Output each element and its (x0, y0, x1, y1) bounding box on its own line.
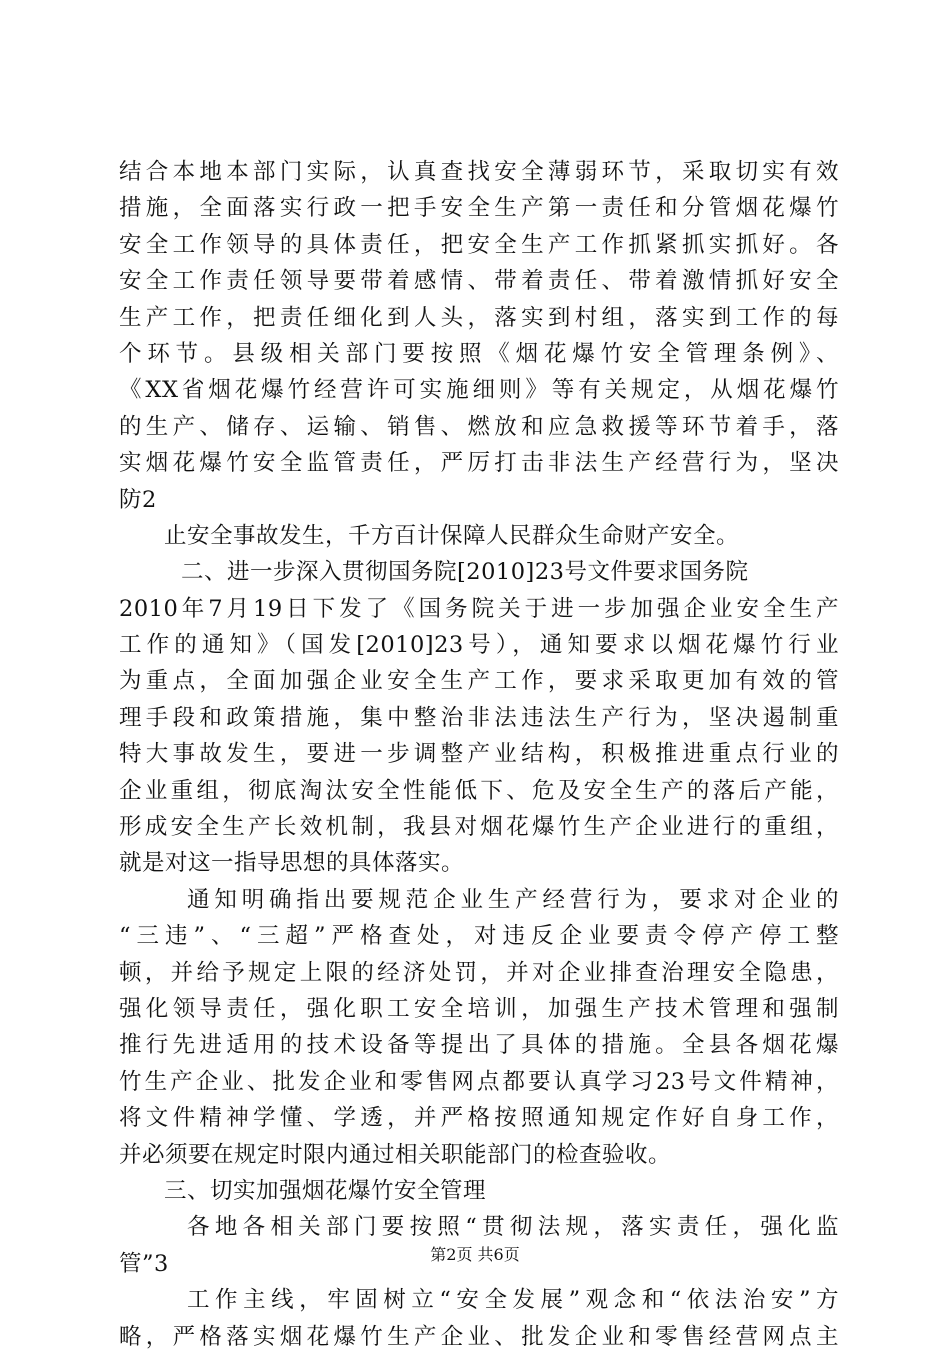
text-line: 生产工作，把责任细化到人头，落实到村组，落实到工作的每 (119, 304, 839, 331)
document-body (119, 154, 839, 1355)
text-line: 就是对这一指导思想的具体落实。 (119, 850, 465, 877)
text-line: 形成安全生产长效机制，我县对烟花爆竹生产企业进行的重组， (119, 814, 839, 841)
text-line: 工作主线，牢固树立“安全发展”观念和“依法治安”方 (187, 1287, 839, 1314)
text-line: 措施，全面落实行政一把手安全生产第一责任和分管烟花爆竹 (119, 195, 839, 222)
text-line: 止安全事故发生，千方百计保障人民群众生命财产安全。 (164, 522, 740, 549)
text-line: “三违”、“三超”严格查处，对违反企业要责令停产停工整 (119, 923, 839, 950)
text-line: 将文件精神学懂、学透，并严格按照通知规定作好自身工作， (119, 1105, 839, 1132)
text-line: 工作的通知》（国发[2010]23号），通知要求以烟花爆竹行业 (119, 632, 839, 659)
text-line: 为重点，全面加强企业安全生产工作，要求采取更加有效的管 (119, 668, 839, 695)
text-line: 个环节。县级相关部门要按照《烟花爆竹安全管理条例》、 (119, 340, 839, 367)
text-line: 通知明确指出要规范企业生产经营行为，要求对企业的 (187, 886, 839, 913)
text-line: 2010年7月19日下发了《国务院关于进一步加强企业安全生产 (119, 595, 839, 622)
text-line: 顿，并给予规定上限的经济处罚，并对企业排查治理安全隐患， (119, 959, 839, 986)
text-line: 安全工作领导的具体责任，把安全生产工作抓紧抓实抓好。各 (119, 231, 839, 258)
text-line: 管”3 (119, 1250, 169, 1277)
text-line: 安全工作责任领导要带着感情、带着责任、带着激情抓好安全 (119, 268, 839, 295)
text-line: 《XX省烟花爆竹经营许可实施细则》等有关规定，从烟花爆竹 (119, 377, 839, 404)
page-number-footer: 第2页 共6页 (430, 1245, 520, 1264)
section-heading: 二、进一步深入贯彻国务院[2010]23号文件要求国务院 (181, 559, 749, 586)
text-line: 竹生产企业、批发企业和零售网点都要认真学习23号文件精神， (119, 1068, 839, 1095)
text-line: 强化领导责任，强化职工安全培训，加强生产技术管理和强制 (119, 995, 839, 1022)
text-line: 的生产、储存、运输、销售、燃放和应急救援等环节着手，落 (119, 413, 839, 440)
text-line: 推行先进适用的技术设备等提出了具体的措施。全县各烟花爆 (119, 1032, 839, 1059)
text-line: 结合本地本部门实际，认真查找安全薄弱环节，采取切实有效 (119, 159, 839, 185)
text-line: 理手段和政策措施，集中整治非法违法生产行为，坚决遏制重 (119, 704, 839, 731)
text-line: 并必须要在规定时限内通过相关职能部门的检查验收。 (119, 1141, 672, 1168)
text-line: 特大事故发生，要进一步调整产业结构，积极推进重点行业的 (119, 741, 839, 768)
text-line: 略，严格落实烟花爆竹生产企业、批发企业和零售经营网点主 (119, 1323, 839, 1350)
text-line: 防2 (119, 486, 157, 513)
section-heading: 三、切实加强烟花爆竹安全管理 (164, 1177, 487, 1204)
text-line: 企业重组，彻底淘汰安全性能低下、危及安全生产的落后产能， (119, 777, 839, 804)
text-line: 各地各相关部门要按照“贯彻法规，落实责任，强化监 (187, 1214, 839, 1241)
text-line: 实烟花爆竹安全监管责任，严厉打击非法生产经营行为，坚决 (119, 450, 839, 477)
